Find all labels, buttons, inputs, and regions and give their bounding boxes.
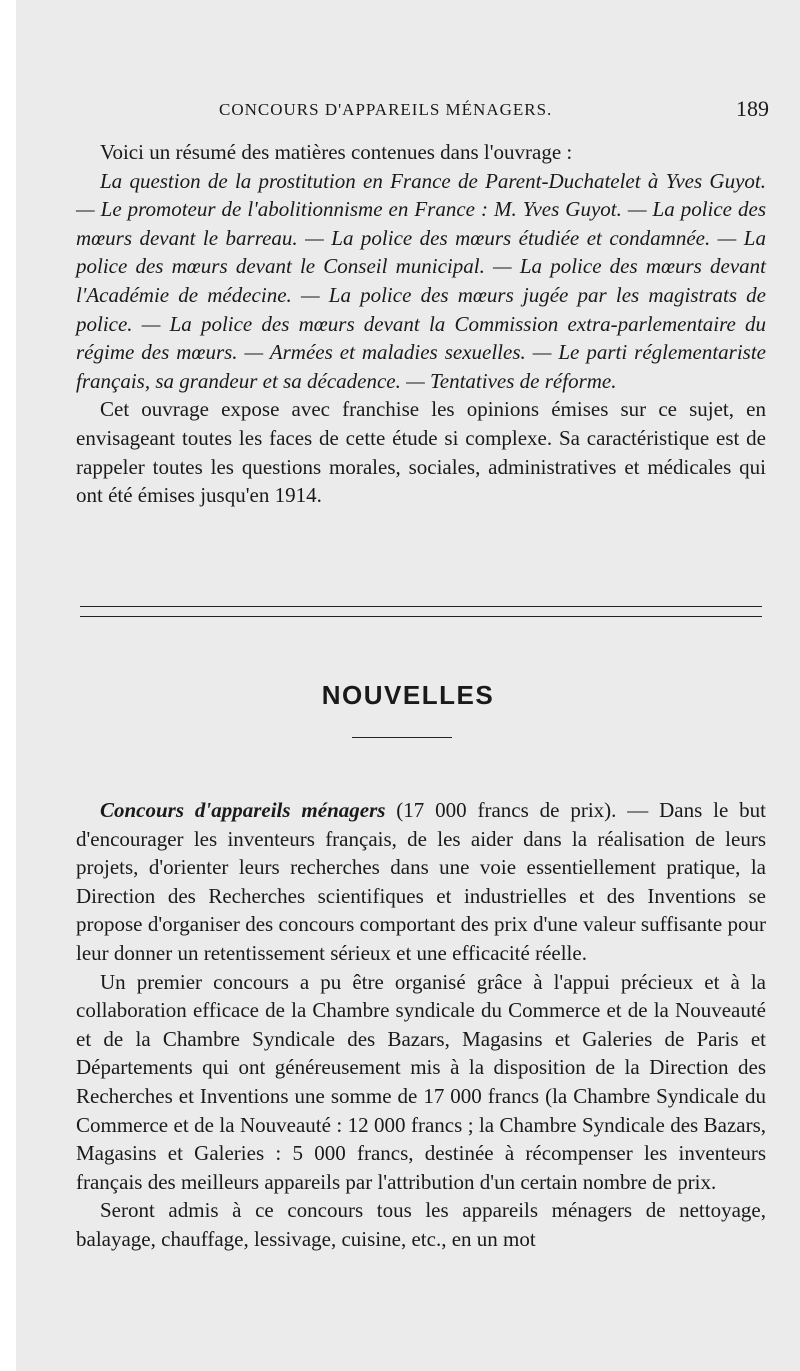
page-margin	[0, 0, 16, 1371]
book-page	[16, 0, 800, 1371]
article-title: Concours d'appareils ménagers	[100, 798, 386, 822]
page-number: 189	[736, 96, 769, 121]
rule-line	[80, 616, 762, 617]
summary-conclusion: Cet ouvrage expose avec franchise les opinions émises sur ce sujet, en envisageant toutes les faces de cette étude si complexe. Sa caractéristique est de rappeler toutes les questions morales, sociales, administratives et médicales qui ont été émises jusqu'en 1914.	[76, 397, 766, 508]
title-underline	[352, 737, 452, 738]
section-title: NOUVELLES	[321, 680, 495, 710]
article-block	[76, 796, 766, 1254]
article-paragraph-3: Seront admis à ce concours tous les appareils ménagers de nettoyage, balayage, chauffage, lessivage, cuisine, etc., en un mot	[76, 1198, 766, 1251]
double-rule-divider	[80, 606, 762, 617]
summary-block	[76, 138, 766, 510]
article-paragraph-2: Un premier concours a pu être organisé grâce à l'appui précieux et à la collaboration efficace de la Chambre syndicale du Commerce et de la Nouveauté et de la Chambre Syndicale des Bazars, Magasins et Galeries de Paris et Départements qui ont généreusement mis à la disposition de la Direction des Recherches et Inventions une somme de 17 000 francs (la Chambre Syndicale du Commerce et de la Nouveauté : 12 000 francs ; la Chambre Syndicale des Bazars, Magasins et Galeries : 5 000 francs, destinée à récompenser les inventeurs français des meilleurs appareils par l'attribution d'un certain nombre de prix.	[76, 969, 766, 1194]
running-head	[219, 96, 769, 126]
article-lead: (17 000 francs de prix). — Dans le but d'encourager les inventeurs français, de les aider dans la réalisation de leurs projets, d'orienter leurs recherches dans une voie essentiellement pratique, la Direction des Recherches scientifiques et industrielles et des Inventions se propose d'organiser des concours comportant des prix d'une valeur suffisante pour leur donner un retentissement sérieux et une efficacité réelle.	[76, 798, 766, 965]
rule-line	[80, 606, 762, 607]
summary-contents: La question de la prostitution en France de Parent-Duchatelet à Yves Guyot. — Le promoteur de l'abolitionnisme en France : M. Yves Guyot. — La police des mœurs devant le barreau. — La police des mœurs étudiée et condamnée. — La police des mœurs devant le Conseil municipal. — La police des mœurs devant l'Académie de médecine. — La police des mœurs jugée par les magistrats de police. — La police des mœurs devant la Commission extra-parlementaire du régime des mœurs. — Armées et maladies sexuelles. — Le parti réglementariste français, sa grandeur et sa décadence. — Tentatives de réforme.	[76, 168, 766, 393]
summary-intro: Voici un résumé des matières contenues dans l'ouvrage :	[100, 140, 573, 164]
article-paragraph-1	[76, 796, 766, 968]
running-title: CONCOURS D'APPAREILS MÉNAGERS.	[219, 100, 553, 119]
